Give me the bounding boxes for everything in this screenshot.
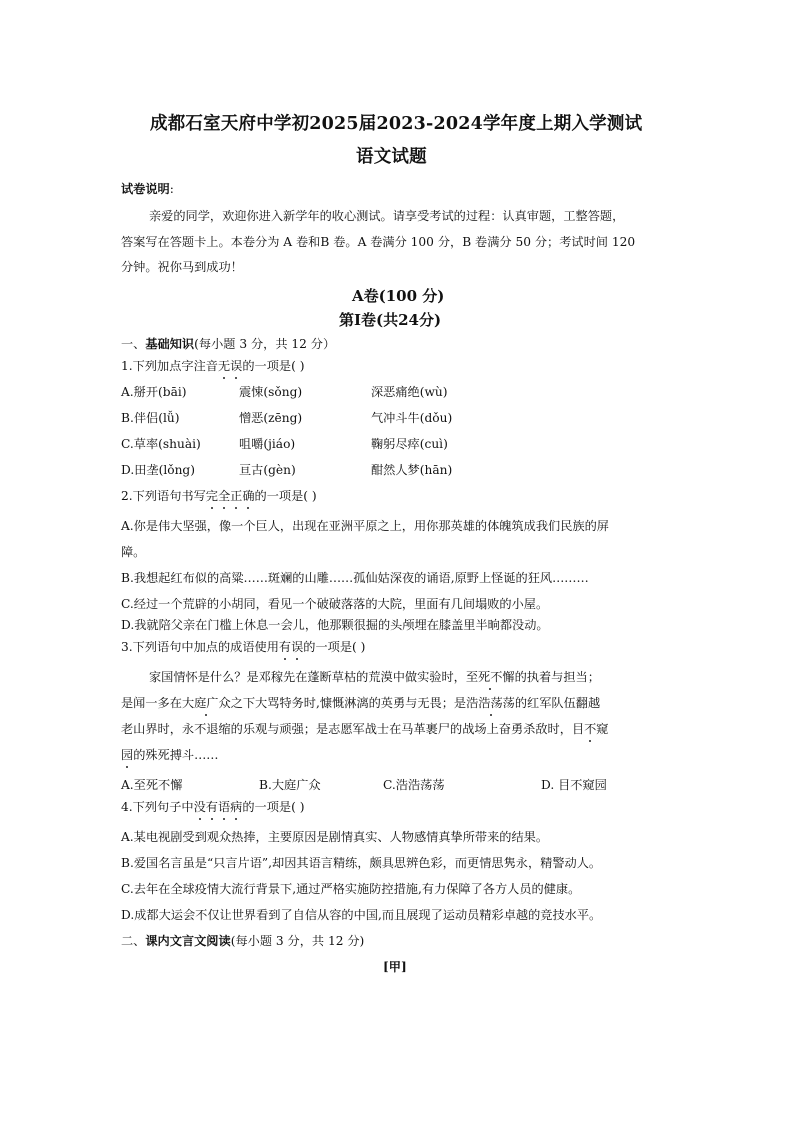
passage-text: 老山界时，永不退缩的乐观与顽强；是志愿军战士在马革裹尸的战场上奋勇杀敌时， xyxy=(121,722,572,736)
q1-word: 酣然人梦(hān) xyxy=(371,463,453,477)
intro-line-1: 亲爱的同学，欢迎你进入新学年的收心测试。请享受考试的过程：认真审题，工整答题， xyxy=(149,209,625,223)
passage-text: 是闻一多在 xyxy=(121,696,182,710)
q4-option-c: C.去年在全球疫情大流行背景下,通过严格实施防控措施,有力保障了各方人员的健康。 xyxy=(121,882,581,896)
q3-stem xyxy=(121,639,365,655)
q3-option-d: D. 目不窥园 xyxy=(541,778,607,792)
section-1-heading xyxy=(121,336,335,352)
intro-line-2: 答案写在答题卡上。本卷分为 A 卷和B 卷。A 卷满分 100 分，B 卷满分 50 分；考试时间 120 xyxy=(121,235,636,249)
passage-jia-label: [甲] xyxy=(383,960,407,974)
section-1-rest: (每小题 3 分，共 12 分） xyxy=(194,337,336,351)
passage-text: 家国情怀是什么？是邓稼先在蓬断草枯的荒漠中做实验时， xyxy=(149,670,466,684)
q1-word: B.伴侣(lǚ) xyxy=(121,411,180,425)
q4-option-a: A.某电视剧受到观众热捧，主要原因是剧情真实、人物感情真挚所带来的结果。 xyxy=(121,830,549,844)
intro-line-3: 分钟。祝你马到成功！ xyxy=(121,260,243,274)
q2-emphasis: 确 xyxy=(242,489,255,503)
section-2-rest: (每小题 3 分，共 12 分) xyxy=(230,934,365,948)
passage-text: 的红军队伍翻越 xyxy=(514,696,601,710)
q1-stem-text: 的一项是( ) xyxy=(242,359,305,373)
notes-label: 试卷说明 xyxy=(121,182,170,196)
q2-option-a: A.你是伟大坚强，像一个巨人，出现在亚洲平原之上，用你那英雄的体魄筑成我们民族的屏 xyxy=(121,519,609,533)
passage-text: 的执着与担当； xyxy=(514,670,600,684)
passage-idiom: 浩浩荡荡 xyxy=(466,696,515,710)
q1-word: 咀嚼(jiáo) xyxy=(239,437,296,451)
q4-stem xyxy=(121,799,304,815)
q2-option-b: B.我想起红布似的高粱……斑斓的山雕……孤仙姑深夜的诵语,原野上怪诞的狂风……… xyxy=(121,571,589,585)
section-1-name: 基础知识 xyxy=(145,337,195,351)
q2-stem-text: 2.下列语句书写 xyxy=(121,489,206,503)
section-2-heading xyxy=(121,933,364,949)
q3-option-a: A.至死不懈 xyxy=(121,778,183,792)
section-2-name: 课内文言文阅读 xyxy=(145,934,231,948)
q1-word: 亘古(gèn) xyxy=(239,463,296,477)
notes-colon: : xyxy=(169,182,174,196)
q2-option-d: D.我就陪父亲在门槛上休息一会儿，他那颗很掘的头颅埋在膝盖里半晌都没动。 xyxy=(121,618,549,632)
q1-stem-text: 1.下列加点字注音 xyxy=(121,359,218,373)
q2-stem-text: 的一项是( ) xyxy=(254,489,317,503)
q4-emphasis: 有 xyxy=(205,800,218,814)
q3-passage-line-3 xyxy=(121,721,609,737)
q3-passage-line-1 xyxy=(149,669,600,685)
q1-emphasis: 误 xyxy=(230,359,243,373)
passage-text: 的殊死搏斗…… xyxy=(133,748,219,762)
q4-stem-text: 4.下列句子中 xyxy=(121,800,194,814)
q1-word: A.掰开(bāi) xyxy=(121,385,187,399)
q1-word: 深恶痛绝(wù) xyxy=(371,385,448,399)
section-2-prefix: 二、 xyxy=(121,934,146,948)
q3-emphasis: 误 xyxy=(291,640,304,654)
q1-word: 憎恶(zēng) xyxy=(239,411,303,425)
q4-emphasis: 语 xyxy=(217,800,231,814)
q1-stem xyxy=(121,358,304,374)
q4-option-b: B.爱国名言虽是“只言片语”,却因其语言精练，颇具思辨色彩，而更情思隽永，精警动人。 xyxy=(121,856,602,870)
q3-option-c: C.浩浩荡荡 xyxy=(383,778,445,792)
part-one-heading: 第Ⅰ卷(共24分) xyxy=(339,311,442,329)
notes-heading xyxy=(121,181,174,197)
q3-passage-line-4 xyxy=(121,747,219,763)
q2-emphasis: 正 xyxy=(230,489,243,503)
passage-idiom: 园 xyxy=(121,748,134,762)
section-a-heading: A卷(100 分) xyxy=(352,287,445,305)
q1-word: 震悚(sǒng) xyxy=(239,385,303,399)
q2-option-c: C.经过一个荒辟的小胡同，看见一个破破落落的大院，里面有几间塌败的小屋。 xyxy=(121,597,549,611)
q1-emphasis: 无 xyxy=(217,359,231,373)
passage-idiom: 目不窥 xyxy=(571,722,609,736)
q2-stem xyxy=(121,488,317,504)
q2-emphasis: 全 xyxy=(217,489,231,503)
q3-stem-text: 3.下列语句中加点的成语使用 xyxy=(121,640,279,654)
q4-emphasis: 没 xyxy=(193,800,206,814)
q2-emphasis: 完 xyxy=(205,489,218,503)
q4-emphasis: 病 xyxy=(230,800,243,814)
q4-stem-text: 的一项是( ) xyxy=(242,800,305,814)
passage-text: 之下大骂特务时,慷慨淋漓的英勇与无畏；是 xyxy=(230,696,467,710)
q2-option-a-cont: 障。 xyxy=(121,545,146,559)
q3-passage-line-2 xyxy=(121,695,600,711)
exam-title: 成都石室天府中学初2025届2023-2024学年度上期入学测试 xyxy=(150,114,643,134)
q1-word: 鞠躬尽瘁(cuì) xyxy=(371,437,448,451)
passage-idiom: 至死不懈 xyxy=(465,670,515,684)
q3-option-b: B.大庭广众 xyxy=(259,778,321,792)
q4-option-d: D.成都大运会不仅让世界看到了自信从容的中国,而且展现了运动员精彩卓越的竞技水平。 xyxy=(121,908,602,922)
exam-subtitle: 语文试题 xyxy=(356,147,427,167)
q1-word: 气冲斗牛(dǒu) xyxy=(371,411,453,425)
q1-word: C.草率(shuài) xyxy=(121,437,201,451)
passage-idiom: 大庭广众 xyxy=(181,696,231,710)
q1-word: D.田垄(lǒng) xyxy=(121,463,195,477)
section-1-prefix: 一、 xyxy=(121,337,146,351)
q3-stem-text: 的一项是( ) xyxy=(303,640,366,654)
q3-emphasis: 有 xyxy=(278,640,292,654)
